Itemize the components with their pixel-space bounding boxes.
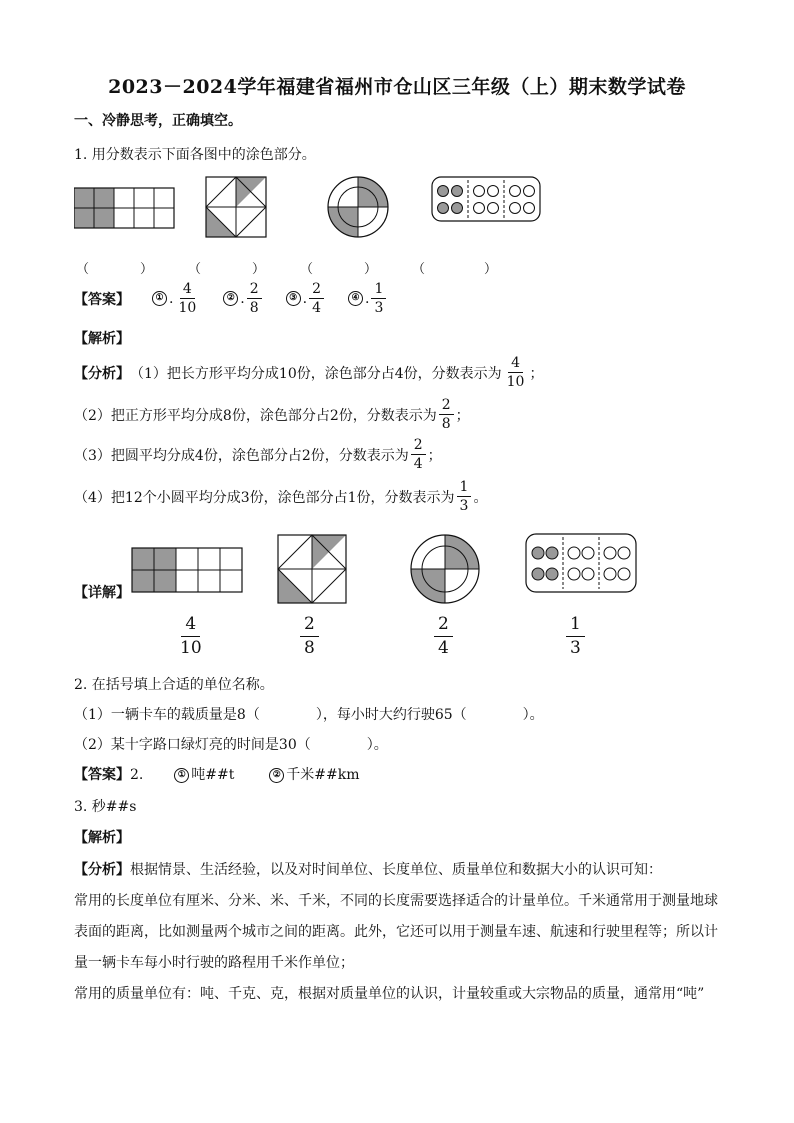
detail-fraction: $\frac{4}{10}$	[180, 614, 202, 658]
page-title: 2023－2024学年福建省福州市仓山区三年级（上）期末数学试卷	[108, 76, 686, 98]
question-1-figures	[74, 175, 544, 247]
analysis-paragraph: 【分析】根据情景、生活经验，以及对时间单位、长度单位、质量单位和数据大小的认识可知：	[74, 862, 662, 878]
circle-figure	[411, 535, 479, 603]
question-2-answer: 【答案】2. ① 吨##t ② 千米##km	[74, 767, 360, 783]
answer-paren-open: （	[300, 262, 314, 277]
analysis-paragraph: 量一辆卡车每小时行驶的路程用千米作单位；	[74, 955, 354, 971]
dots-figure	[526, 534, 636, 592]
detail-fraction: $\frac{2}{8}$	[300, 616, 319, 657]
circle-figure	[328, 177, 388, 237]
answer-fraction: $\frac{4}{10}$	[178, 281, 197, 316]
question-1-stem: 1. 用分数表示下面各图中的涂色部分。	[74, 147, 316, 163]
dots-figure	[432, 177, 540, 221]
answer-label: 【答案】	[74, 291, 130, 308]
analysis-paragraph: 表面的距离，比如测量两个城市之间的距离。此外，它还可以用于测量车速、航速和行驶里程等；所以计	[74, 924, 718, 940]
question-2-stem: 2. 在括号填上合适的单位名称。	[74, 677, 274, 693]
answer-paren-close: ）	[252, 262, 266, 277]
answer-mark: ①	[152, 291, 167, 306]
answer-paren-open: （	[76, 262, 90, 277]
analysis-paragraph: 常用的质量单位有：吨、千克、克，根据对质量单位的认识，计量较重或大宗物品的质量，通常用“吨”	[74, 986, 705, 1002]
analysis-line: 【分析】 （1）把长方形平均分成10份，涂色部分占4份，分数表示为 $\frac{4}{10}$ ；	[74, 355, 544, 390]
detail-label: 【详解】	[74, 585, 130, 601]
detail-fraction: $\frac{1}{3}$	[566, 616, 585, 657]
analysis-line: （3）把圆平均分成4份，涂色部分占2份，分数表示为 $\frac{2}{4}$ ；	[74, 437, 442, 472]
rectangle-figure	[74, 188, 174, 228]
question-2-line-2: （2）某十字路口绿灯亮的时间是30（ ）。	[74, 737, 388, 753]
analysis-line: （2）把正方形平均分成8份，涂色部分占2份，分数表示为 $\frac{2}{8}$ ；	[74, 397, 470, 432]
answer-fraction: $\frac{2}{4}$	[309, 282, 324, 315]
question-2-line-1: （1）一辆卡车的载质量是8（ ），每小时大约行驶65（ ）。	[74, 707, 544, 723]
detail-figures	[130, 532, 640, 606]
answer-paren-close: ）	[140, 262, 154, 277]
answer-fraction: $\frac{1}{3}$	[371, 282, 386, 315]
square-figure	[206, 177, 266, 237]
jiexi-label: 【解析】	[74, 331, 130, 347]
analysis-paragraph: 常用的长度单位有厘米、分米、米、千米，不同的长度需要选择适合的计量单位。千米通常用于测量地球	[74, 893, 718, 909]
rectangle-figure	[132, 548, 242, 592]
square-figure	[278, 535, 346, 603]
answer-paren-open: （	[412, 262, 426, 277]
question-1-answer: 【答案】 ① . $\frac{4}{10}$ ② . $\frac{2}{8}$ ③ . $\frac{2}{4}$ ④ . $\frac{1}{3}$	[74, 282, 388, 315]
analysis-line: （4）把12个小圆平均分成3份，涂色部分占1份，分数表示为 $\frac{1}{3}$ 。	[74, 479, 488, 514]
answer-mark: ③	[286, 291, 301, 306]
jiexi-label: 【解析】	[74, 830, 130, 846]
answer-fraction: $\frac{2}{8}$	[247, 282, 262, 315]
answer-paren-close: ）	[364, 262, 378, 277]
section-heading: 一、冷静思考，正确填空。	[74, 113, 242, 129]
answer-paren-open: （	[188, 262, 202, 277]
answer-mark: ②	[223, 291, 238, 306]
answer-paren-close: ）	[484, 262, 498, 277]
answer-mark: ④	[348, 291, 363, 306]
detail-fraction: $\frac{2}{4}$	[434, 616, 453, 657]
question-3-line: 3. 秒##s	[74, 799, 137, 815]
